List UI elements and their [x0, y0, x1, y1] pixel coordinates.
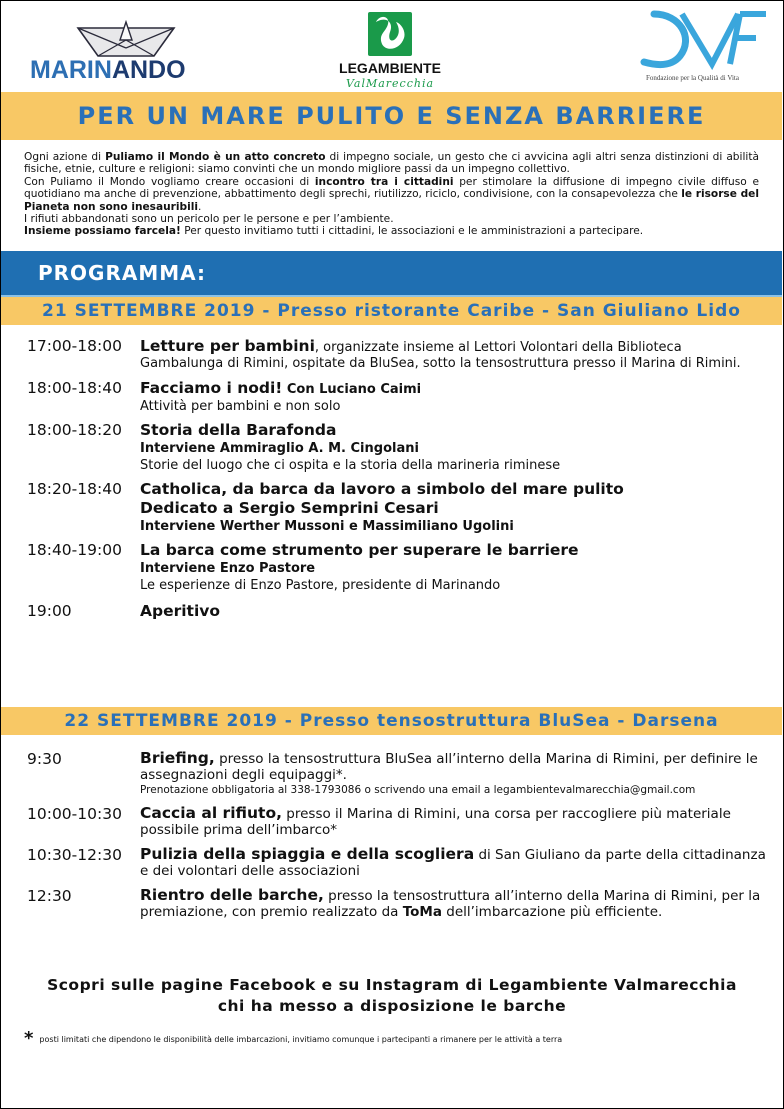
legambiente-logo — [330, 10, 450, 90]
closing-line-2: chi ha messo a disposizione le barche — [217, 997, 567, 1015]
schedule-item — [27, 379, 767, 415]
event-note: Le esperienze di Enzo Pastore, presidente di Marinando — [140, 578, 501, 593]
schedule-item — [27, 846, 767, 879]
event-description: presso il Marina di Rimini, una corsa per raccogliere più materiale possibile prima dell’imbarco* — [140, 806, 731, 838]
qvf-logo — [640, 8, 780, 88]
intro-text — [24, 151, 759, 238]
event-time: 17:00-18:00 — [27, 337, 122, 355]
qvf-mark-icon — [640, 8, 770, 72]
event-dedication: Dedicato a Sergio Semprini Cesari — [140, 499, 439, 517]
day1-schedule — [27, 337, 767, 629]
intro-text-run: Per questo invitiamo tutti i cittadini, le associazioni e le amministrazioni a partecipare. — [180, 225, 644, 238]
day1-header: 21 SETTEMBRE 2019 - Presso ristorante Caribe - San Giuliano Lido — [42, 301, 741, 321]
event-speaker: Con Luciano Caimi — [282, 382, 422, 397]
swan-icon — [366, 10, 414, 60]
event-time: 18:00-18:20 — [27, 421, 122, 439]
day1-banner — [1, 297, 782, 325]
intro-paragraph — [24, 225, 759, 237]
sponsor-name: ToMa — [402, 904, 442, 920]
day2-schedule — [27, 750, 767, 928]
event-title: Storia della Barafonda — [140, 421, 337, 439]
event-title: La barca come strumento per superare le barriere — [140, 541, 579, 559]
day2-header: 22 SETTEMBRE 2019 - Presso tensostruttura BluSea - Darsena — [64, 711, 719, 731]
event-speaker: Interviene Enzo Pastore — [140, 561, 316, 576]
intro-emphasis: le risorse del Pianeta non sono inesauribili — [24, 188, 759, 213]
event-time: 18:00-18:40 — [27, 379, 122, 397]
schedule-item — [27, 750, 767, 797]
closing-message — [20, 975, 764, 1017]
page-title: PER UN MARE PULITO E SENZA BARRIERE — [77, 102, 706, 130]
event-description: presso la tensostruttura all’interno della Marina di Rimini, per la premiazione, con premio realizzato da — [140, 888, 761, 920]
event-description: di San Giuliano da parte della cittadinanza e dei volontari delle associazioni — [140, 847, 766, 879]
event-title: Briefing, — [140, 749, 215, 767]
qvf-caption: Fondazione per la Qualità di Vita — [646, 74, 739, 82]
event-time: 18:20-18:40 — [27, 480, 122, 498]
event-description-end: dell’imbarcazione più efficiente. — [441, 904, 663, 920]
event-title: Caccia al rifiuto, — [140, 804, 282, 822]
intro-paragraph — [24, 151, 759, 176]
intro-text-run: Ogni azione di — [24, 151, 106, 163]
schedule-item — [27, 421, 767, 474]
booking-note: Prenotazione obbligatoria al 338-1793086 o scrivendo una email a legambientevalmarecchia@gmail.com — [140, 784, 696, 796]
intro-text-run: Con Puliamo il Mondo vogliamo creare occasioni di — [24, 175, 315, 188]
intro-text-run: . — [198, 200, 202, 213]
schedule-item — [27, 602, 767, 621]
event-title: Aperitivo — [140, 602, 221, 620]
program-banner — [1, 251, 782, 297]
closing-line-1: Scopri sulle pagine Facebook e su Instagram di Legambiente Valmarecchia — [47, 976, 737, 994]
intro-emphasis: Insieme possiamo farcela! — [24, 225, 181, 238]
paper-boat-icon — [76, 20, 176, 60]
marinando-logo — [28, 18, 228, 88]
event-title: Facciamo i nodi! — [140, 379, 283, 397]
legambiente-name: LEGAMBIENTE — [339, 60, 441, 76]
event-speaker: Interviene Werther Mussoni e Massimiliano Ugolini — [140, 519, 514, 534]
event-description: , organizzate insieme al Lettori Volontari della Biblioteca Gambalunga di Rimini, ospitate da BluSea, sotto la tensostruttura presso il Marina di Rimini. — [140, 340, 741, 371]
schedule-item — [27, 805, 767, 838]
intro-text-run: per stimolare la diffusione di impegno civile diffuso e quotidiano ma anche di prevenzione, abbattimento degli sprechi, riutilizzo, riciclo, condivisione, con la consapevolezza che — [24, 175, 759, 201]
event-title: Catholica, da barca da lavoro a simbolo del mare pulito — [140, 480, 624, 498]
event-speaker: Interviene Ammiraglio A. M. Cingolani — [140, 441, 419, 456]
intro-emphasis: incontro tra i cittadini — [314, 175, 454, 188]
event-note: Attività per bambini e non solo — [140, 399, 341, 414]
schedule-item — [27, 541, 767, 594]
intro-text-run: I rifiuti abbandonati sono un pericolo per le persone e per l’ambiente. — [24, 213, 394, 226]
event-title: Rientro delle barche, — [140, 886, 324, 904]
marinando-wordmark: MARINANDO — [30, 56, 186, 84]
event-time: 9:30 — [27, 750, 62, 768]
schedule-item — [27, 480, 767, 535]
event-title: Pulizia della spiaggia e della scogliera — [140, 845, 475, 863]
intro-paragraph — [24, 176, 759, 213]
legambiente-sub: ValMarecchia — [345, 77, 435, 90]
event-note: Storie del luogo che ci ospita e la storia della marineria riminese — [140, 458, 561, 473]
intro-emphasis: Puliamo il Mondo è un atto concreto — [105, 151, 326, 163]
footnote-text: posti limitati che dipendono le disponibilità delle imbarcazioni, invitiamo comunque i partecipanti a rimanere per le attività a terra — [39, 1035, 563, 1044]
intro-text-run: di impegno sociale, un gesto che ci avvicina agli altri senza distinzioni di abilità fisiche, etnie, culture e religioni: siamo convinti che un mondo migliore passi da un impegno collettivo. — [24, 151, 760, 176]
event-time: 10:30-12:30 — [27, 846, 122, 864]
day2-banner — [1, 707, 782, 735]
schedule-item — [27, 887, 767, 920]
program-label: PROGRAMMA: — [38, 261, 207, 285]
event-time: 18:40-19:00 — [27, 541, 122, 559]
schedule-item — [27, 337, 767, 372]
title-banner — [1, 92, 782, 140]
event-title: Letture per bambini — [140, 337, 315, 355]
event-time: 19:00 — [27, 602, 72, 620]
event-description: presso la tensostruttura BluSea all’interno della Marina di Rimini, per definire le assegnazioni degli equipaggi*. — [140, 751, 758, 783]
intro-paragraph — [24, 213, 759, 225]
event-time: 10:00-10:30 — [27, 805, 122, 823]
footnote — [24, 1028, 562, 1049]
asterisk-icon: * — [24, 1028, 34, 1049]
event-time: 12:30 — [27, 887, 72, 905]
